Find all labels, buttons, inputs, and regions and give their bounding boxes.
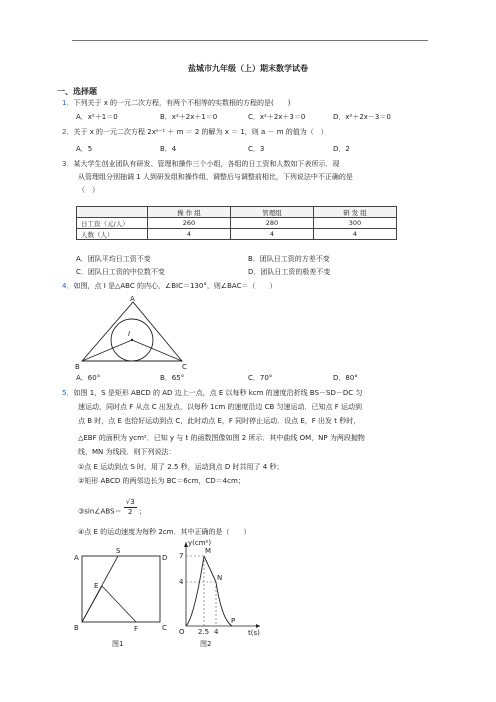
q4-stem [62, 282, 276, 291]
header-rule [72, 40, 428, 41]
fig1-caption: 图1 [112, 640, 124, 648]
q3-th-3: 研 发 组 [314, 207, 397, 218]
q3-table [76, 206, 397, 240]
q4-option-a: A．60° [76, 374, 101, 382]
q3-option-d: D．团队日工资的极差不变 [248, 268, 331, 276]
segment-bi [82, 340, 132, 361]
q3-text-1: 某大学生创业团队有研发、管理和操作三个小组，各组的日工资和人数如下表所示．现 [73, 160, 340, 168]
curve-om [186, 556, 204, 626]
origin-label: O [179, 628, 185, 636]
q3-stem-line2: 从管理组分别抽调 1 人到研发组和操作组，调整后与调整前相比，下列说法中不正确的是 [78, 173, 353, 181]
q3-stem-line1 [62, 160, 339, 169]
label-c: C [182, 363, 187, 371]
q3-th-0 [77, 207, 148, 218]
q2-option-d: D．2 [333, 145, 350, 153]
q3-th-1: 操 作 组 [148, 207, 231, 218]
fig1-label-s: S [116, 547, 121, 555]
q3-option-a: A．团队平均日工资不变 [76, 255, 151, 263]
q5-figure-2 [176, 538, 266, 638]
curve-np [216, 582, 232, 626]
q3-th-2: 管理组 [231, 207, 314, 218]
tick-y-4: 4 [179, 578, 184, 586]
triangle-abc [82, 302, 182, 361]
label-i: I [128, 330, 131, 338]
q4-option-b: B．65° [160, 374, 185, 382]
sqrt-fraction [124, 498, 137, 517]
label-b: B [75, 363, 80, 371]
q2-option-a: A．5 [76, 145, 93, 153]
q5-stem-line1 [62, 389, 362, 398]
q3-option-b: B．团队日工资的方差不变 [248, 255, 330, 263]
q3-cell-1-2: 4 [231, 229, 314, 240]
q4-option-d: D．80° [333, 374, 358, 382]
q5-statement-3-text: ③sin∠ABS＝ [78, 507, 122, 516]
y-axis-label: y(cm²) [188, 539, 212, 547]
q3-number: 3． [62, 160, 74, 168]
segment-ef [102, 586, 136, 622]
point-p-label: P [231, 617, 236, 625]
section-heading: 一、选择题 [57, 87, 97, 96]
point-m-label: M [205, 547, 212, 555]
q3-cell-1-0: 人数（人） [77, 229, 148, 240]
q1-option-b: B．x²＋2x＋1＝0 [160, 113, 218, 121]
q5-stem-line3: 点 B 时，点 E 也恰好运动到点 C，此时动点 E，F 同时停止运动．设点 E，F 出发 t 秒时， [78, 417, 361, 425]
q2-number: 2． [62, 128, 74, 136]
page-title: 盐城市九年级（上）期末数学试卷 [188, 64, 308, 73]
q2-text: 关于 x 的一元二次方程 2xᵃ⁻¹ ＋ m ＝ 2 的解为 x ＝ 1，则 a － m 的值为（ ） [73, 128, 328, 136]
q3-cell-0-0: 日工资（元/人） [77, 218, 148, 229]
x-axis-arrow [256, 624, 260, 628]
q5-stem-line2: 速运动，同时点 F 从点 C 出发点，以每秒 1cm 的速度沿边 CB 匀速运动．已知点 F 运动到 [78, 403, 363, 411]
q1-stem [62, 99, 291, 108]
q5-statement-3 [78, 498, 146, 521]
fig1-label-a: A [74, 554, 79, 562]
q5-statement-4: ④点 E 的运动速度为每秒 2cm．其中正确的是（ ） [78, 528, 251, 536]
fig1-label-f: F [134, 625, 139, 633]
q3-cell-0-3: 300 [314, 218, 397, 229]
fig1-label-c: C [162, 624, 167, 632]
q4-number: 4． [62, 282, 74, 290]
tick-x-4: 4 [214, 628, 219, 636]
fraction-denominator: 2 [127, 508, 133, 516]
q3-table-header-row [77, 207, 397, 218]
point-n-label: N [217, 574, 223, 582]
q3-stem-line3: （ ） [78, 186, 99, 194]
q1-option-d: D．x²＋2x－3＝0 [333, 113, 391, 121]
q5-text-1: 如图 1，S 是矩形 ABCD 的 AD 边上一点，点 E 以每秒 kcm 的速度沿折线 BS－SD－DC 匀 [73, 389, 363, 397]
q5-stem-line5: 线，MN 为线段．则下列说法： [78, 448, 176, 456]
q1-number: 1． [62, 99, 74, 107]
segment-mn [204, 556, 216, 582]
fig1-label-d: D [162, 554, 168, 562]
fig2-caption: 图2 [200, 640, 212, 648]
fraction-numerator: √3 [125, 498, 135, 506]
q1-option-c: C．x²＋2x＋3＝0 [248, 113, 306, 121]
point-i [131, 339, 133, 341]
q1-option-a: A．x²＋1＝0 [76, 113, 118, 121]
fig1-label-e: E [94, 582, 99, 590]
q3-option-c: C．团队日工资的中位数不变 [76, 268, 165, 276]
q1-text: 下列关于 x 的一元二次方程，有两个不相等的实数根的方程的是( ) [73, 99, 291, 107]
q4-triangle-figure [74, 296, 194, 372]
tick-x-2-5: 2.5 [198, 628, 210, 636]
q5-statement-2: ②矩形 ABCD 的两邻边长为 BC＝6cm，CD＝4cm； [78, 477, 245, 485]
q3-table-row [77, 229, 397, 240]
q3-cell-0-1: 260 [148, 218, 231, 229]
q5-figure-1 [72, 542, 172, 638]
fig1-label-b: B [74, 624, 79, 632]
q4-option-c: C．70° [248, 374, 273, 382]
q3-table-row [77, 218, 397, 229]
q5-stem-line4: △EBF 的面积为 ycm²．已知 y 与 t 的函数图像如图 2 所示．其中曲线 OM，NP 为两段抛物 [78, 434, 365, 442]
q3-cell-0-2: 280 [231, 218, 314, 229]
q2-stem [62, 128, 328, 137]
q4-text: 如图，点 I 是△ABC 的内心，∠BIC＝130°，则∠BAC＝（ ） [73, 282, 277, 290]
segment-ci [132, 340, 182, 361]
segment-be [82, 586, 102, 622]
q2-option-b: B．4 [160, 145, 177, 153]
q3-cell-1-3: 4 [314, 229, 397, 240]
q5-statement-1: ①点 E 运动到点 S 时，用了 2.5 秒，运动到点 D 时共用了 4 秒； [78, 463, 284, 471]
label-a: A [130, 296, 135, 303]
q5-number: 5． [62, 389, 74, 397]
q2-option-c: C．3 [248, 145, 265, 153]
x-axis-label: t(s) [248, 629, 260, 637]
q3-cell-1-1: 4 [148, 229, 231, 240]
q5-statement-3-end: ； [138, 507, 146, 516]
tick-y-7: 7 [179, 552, 184, 560]
